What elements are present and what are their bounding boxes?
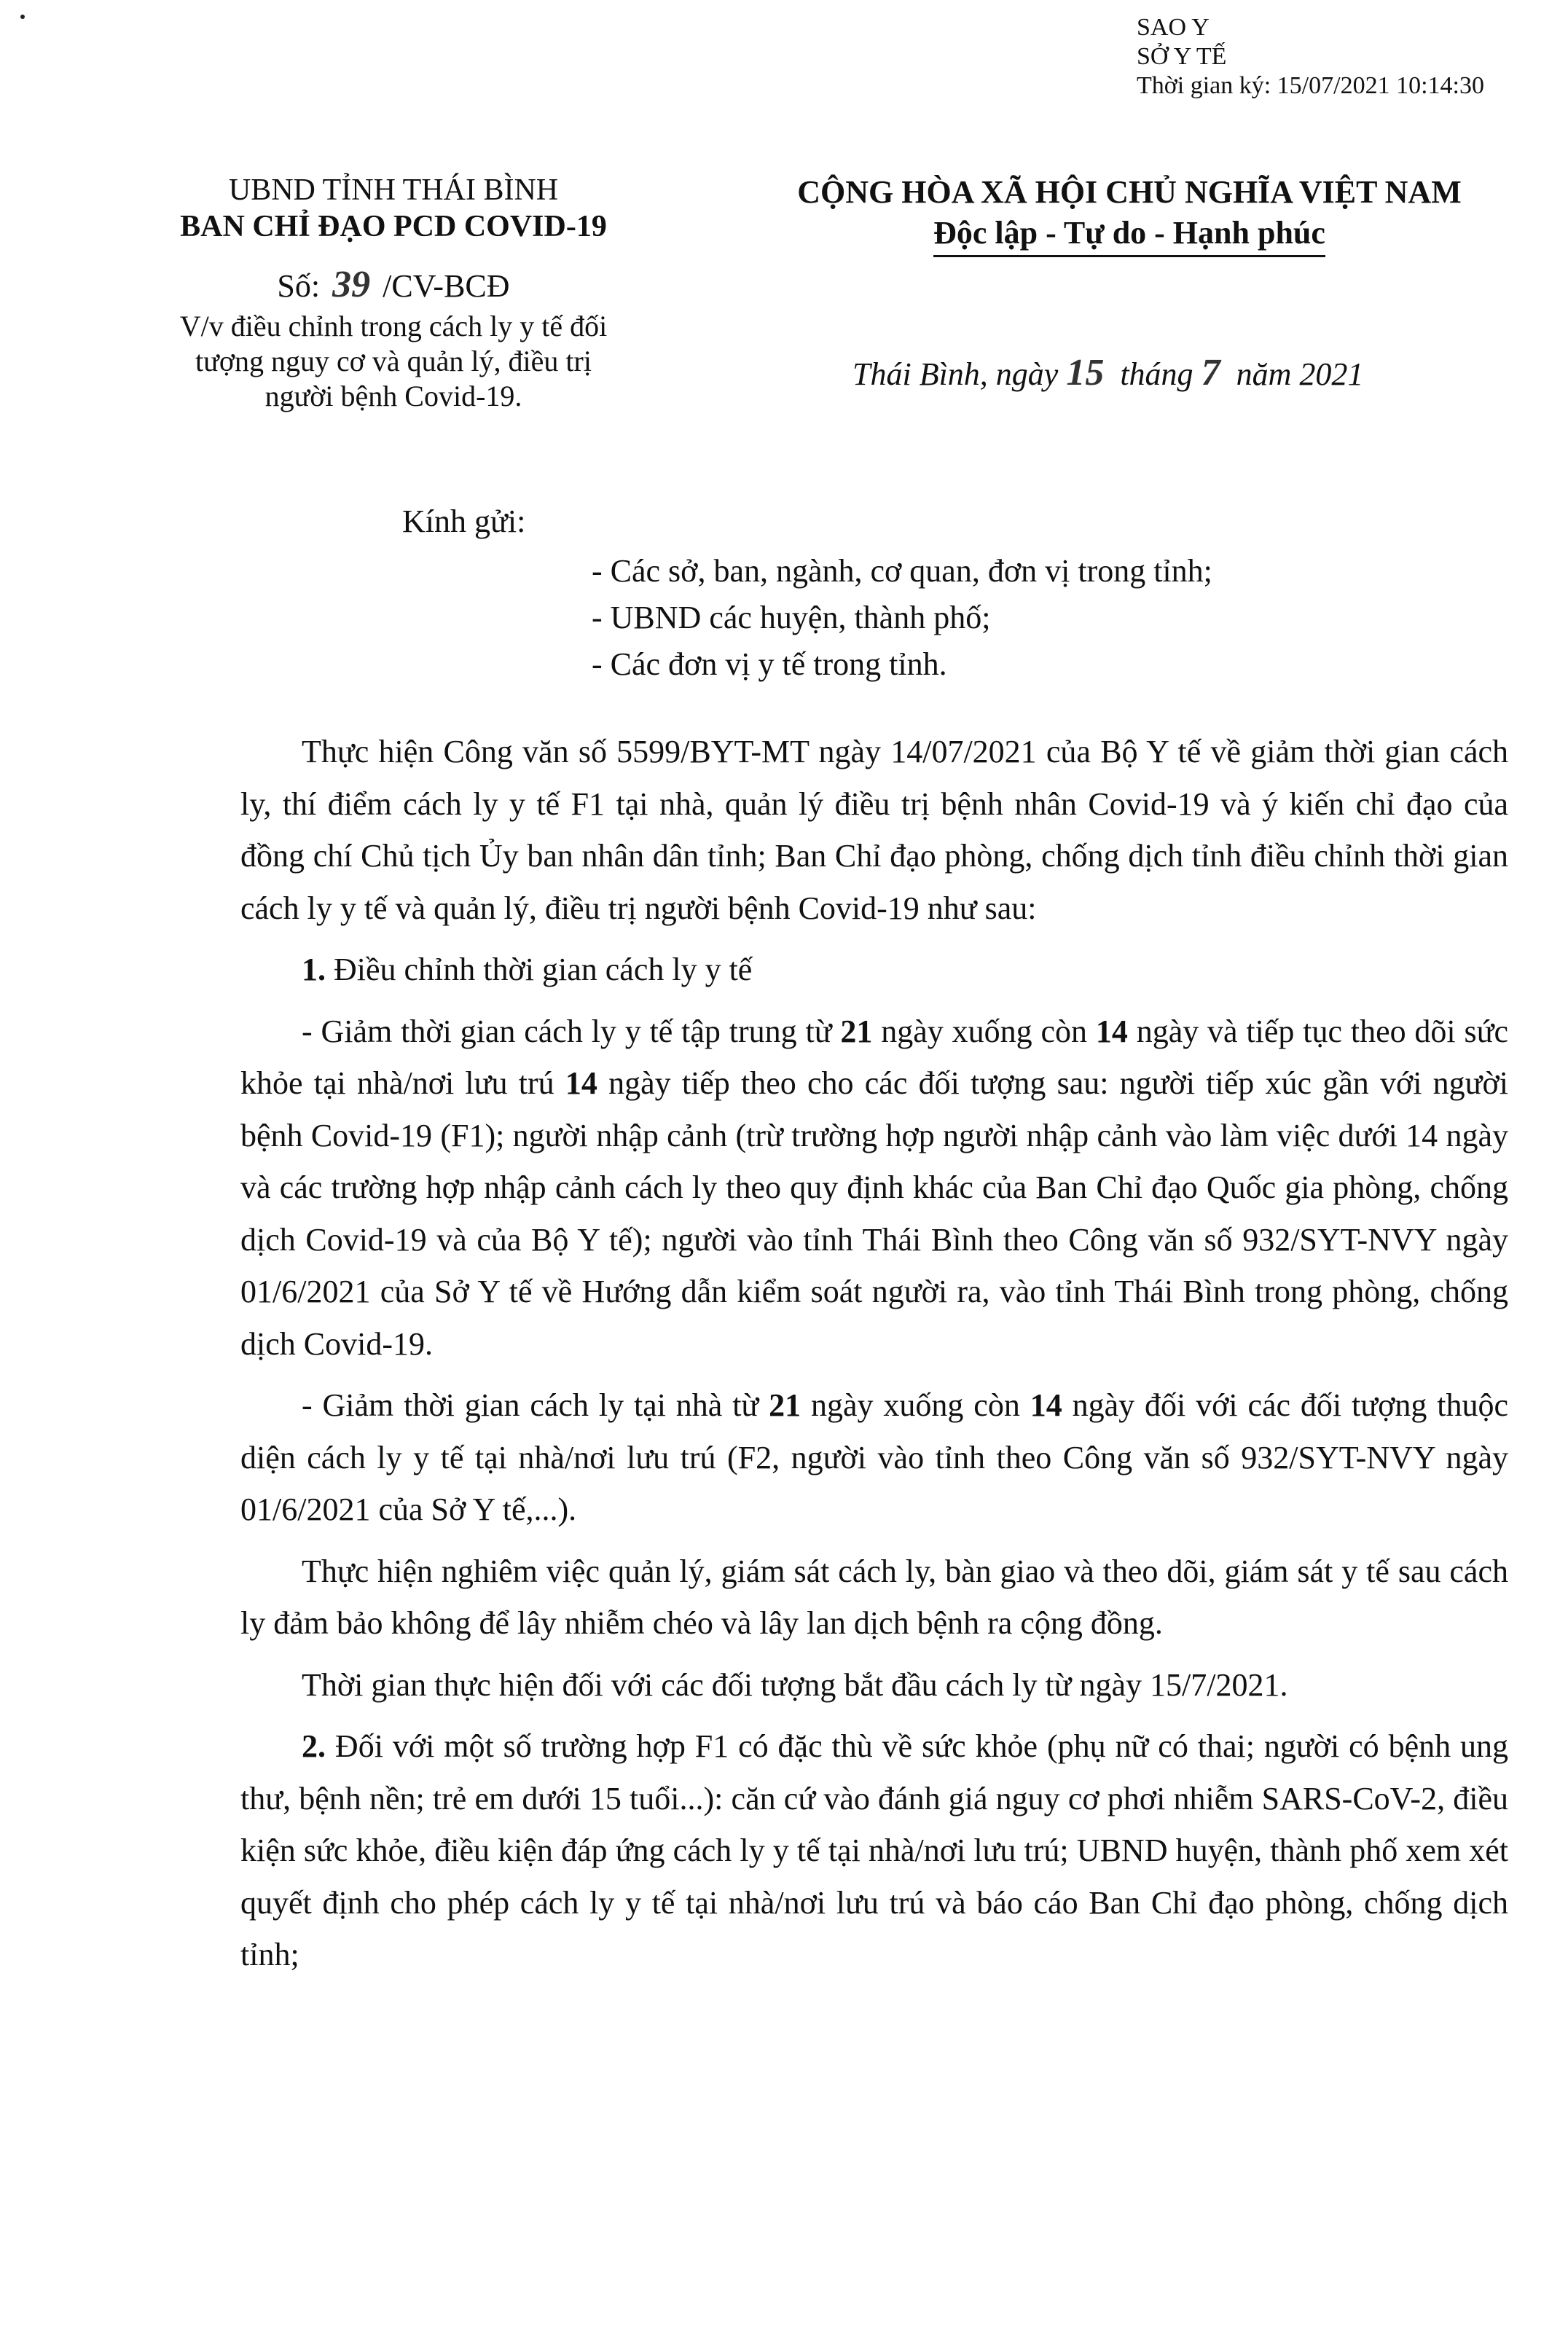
scan-speck (20, 15, 25, 19)
stamp-line-2: SỞ Y TẾ (1137, 43, 1227, 70)
issuing-agency-block (131, 172, 656, 414)
intro-paragraph: Thực hiện Công văn số 5599/BYT-MT ngày 14/07/2021 của Bộ Y tế về giảm thời gian cách ly, thí điểm cách ly y tế F1 tại nhà, quản lý điều trị bệnh nhân Covid-19 và ý kiến chỉ đạo của đồng chí Chủ tịch Ủy ban nhân dân tỉnh; Ban Chỉ đạo phòng, chống dịch tỉnh điều chỉnh thời gian cách ly y tế và quản lý, điều trị người bệnh Covid-19 như sau: (240, 734, 1508, 926)
document-subject: V/v điều chỉnh trong cách ly y tế đối tượng nguy cơ và quản lý, điều trị người bệnh Covid-19. (179, 310, 608, 412)
document-body (240, 726, 1508, 1991)
paragraph-home-quarantine (240, 1379, 1508, 1536)
date-place: Thái Bình, ngày (852, 356, 1059, 392)
country-name: CỘNG HÒA XÃ HỘI CHỦ NGHĨA VIỆT NAM (797, 174, 1462, 210)
document-number (131, 264, 656, 305)
national-header (743, 172, 1516, 257)
date-year: năm 2021 (1236, 356, 1364, 392)
section-1-number: 1. (302, 952, 326, 987)
committee-name: BAN CHỈ ĐẠO PCD COVID-19 (180, 210, 607, 243)
date-month-label: tháng (1120, 356, 1193, 392)
paragraph-effective-date: Thời gian thực hiện đối với các đối tượng bắt đầu cách ly từ ngày 15/7/2021. (302, 1666, 1288, 1703)
bold-number: 21 (769, 1387, 801, 1423)
bold-number: 14 (565, 1065, 597, 1101)
doc-number-suffix: /CV-BCĐ (383, 268, 510, 304)
recipient-item: - Các sở, ban, ngành, cơ quan, đơn vị trong tỉnh; (592, 553, 1212, 589)
section-2-number: 2. (302, 1728, 326, 1764)
text-run: ngày tiếp theo cho các đối tượng sau: người tiếp xúc gần với người bệnh Covid-19 (F1); người nhập cảnh (trừ trường hợp người nhập cảnh vào làm việc dưới 14 ngày và các trường hợp nhập cảnh cách ly theo quy định khác của Ban Chỉ đạo Quốc gia phòng, chống dịch Covid-19 và của Bộ Y tế); người vào tỉnh Thái Bình theo Công văn số 932/SYT-NVY ngày 01/6/2021 của Sở Y tế về Hướng dẫn kiểm soát người ra, vào tỉnh Thái Bình trong phòng, chống dịch Covid-19. (240, 1065, 1509, 1362)
date-day-handwritten: 15 (1066, 352, 1105, 393)
stamp-signed-time: Thời gian ký: 15/07/2021 10:14:30 (1137, 72, 1484, 99)
bold-number: 21 (840, 1013, 873, 1049)
recipient-item: - Các đơn vị y tế trong tỉnh. (592, 646, 947, 682)
stamp-line-1: SAO Y (1137, 14, 1210, 41)
text-run: ngày và tiếp tục theo dõi sức khỏe tại nhà/nơi lưu trú (240, 1013, 1509, 1101)
section-1-heading (240, 944, 1508, 996)
copy-stamp (1137, 13, 1484, 101)
doc-number-handwritten: 39 (332, 264, 371, 305)
paragraph-centralized-quarantine (240, 1006, 1508, 1371)
bold-number: 14 (1030, 1387, 1062, 1423)
text-run: - Giảm thời gian cách ly y tế tập trung từ (302, 1013, 832, 1049)
date-month-handwritten: 7 (1201, 352, 1220, 393)
text-run: - Giảm thời gian cách ly tại nhà từ (302, 1387, 759, 1423)
section-1-title: Điều chỉnh thời gian cách ly y tế (334, 952, 753, 987)
section-2-text: Đối với một số trường hợp F1 có đặc thù về sức khỏe (phụ nữ có thai; người có bệnh ung thư, bệnh nền; trẻ em dưới 15 tuổi...): căn cứ vào đánh giá nguy cơ phơi nhiễm SARS-CoV-2, điều kiện sức khỏe, điều kiện đáp ứng cách ly y tế tại nhà/nơi lưu trú; UBND huyện, thành phố xem xét quyết định cho phép cách ly y tế tại nhà/nơi lưu trú và báo cáo Ban Chỉ đạo phòng, chống dịch tỉnh; (240, 1728, 1509, 1972)
recipients-label: Kính gửi: (402, 503, 526, 539)
bold-number: 14 (1095, 1013, 1128, 1049)
agency-name: UBND TỈNH THÁI BÌNH (228, 173, 559, 207)
national-motto: Độc lập - Tự do - Hạnh phúc (933, 213, 1325, 257)
date-line (852, 351, 1363, 394)
text-run: ngày đối với các đối tượng thuộc diện cách ly y tế tại nhà/nơi lưu trú (F2, người vào tỉnh theo Công văn số 932/SYT-NVY ngày 01/6/2021 của Sở Y tế,...). (240, 1387, 1508, 1527)
doc-number-prefix: Số: (277, 268, 321, 304)
section-2-paragraph (240, 1720, 1508, 1981)
recipient-item: - UBND các huyện, thành phố; (592, 600, 991, 635)
text-run: ngày xuống còn (811, 1387, 1020, 1423)
text-run: ngày xuống còn (881, 1013, 1087, 1049)
paragraph-supervision: Thực hiện nghiêm việc quản lý, giám sát cách ly, bàn giao và theo dõi, giám sát y tế sau cách ly đảm bảo không để lây nhiễm chéo và lây lan dịch bệnh ra cộng đồng. (240, 1553, 1508, 1641)
recipients-list (592, 548, 1212, 688)
